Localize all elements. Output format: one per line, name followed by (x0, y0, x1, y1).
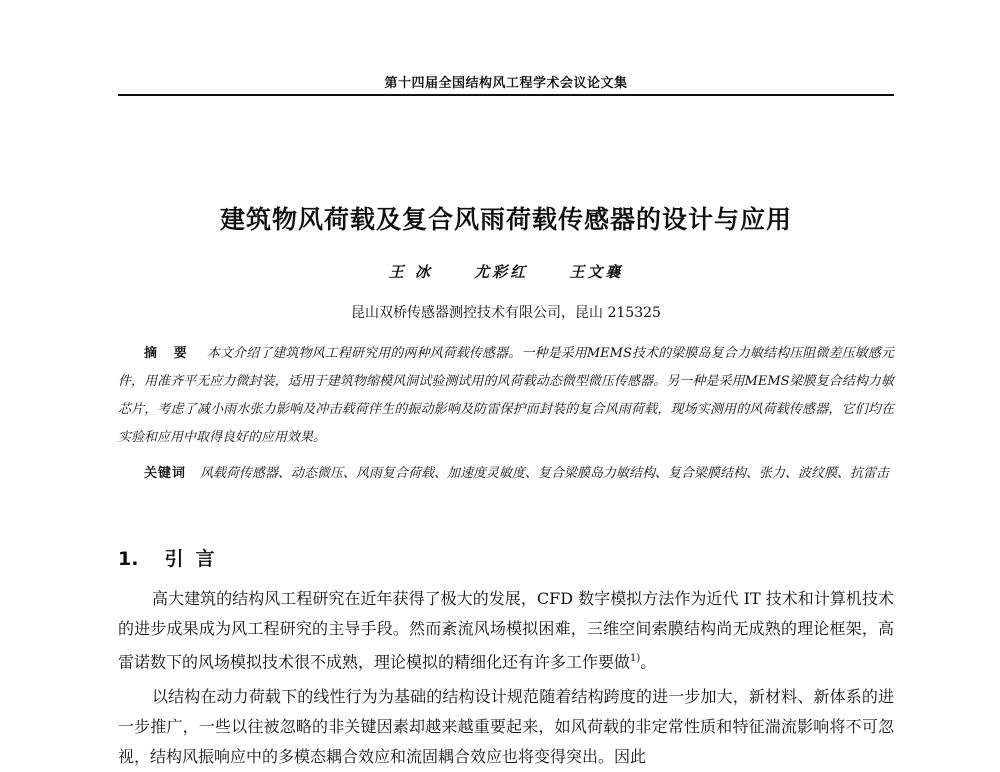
keywords (118, 460, 894, 488)
header-rule (118, 94, 894, 96)
author-1: 王 冰 (388, 263, 433, 281)
author-3: 王文襄 (569, 263, 624, 281)
section-title: 引言 (164, 548, 227, 570)
section-number: 1. (118, 548, 139, 570)
body-paragraph-2: 以结构在动力荷载下的线性行为为基础的结构设计规范随着结构跨度的进一步加大，新材料、新体系的进一步推广，一些以往被忽略的非关键因素却越来越重要起来，如风荷载的非定常性质和特征湍流影响将不可忽视，结构风振响应中的多模态耦合效应和流固耦合效应也将变得突出。因此 (118, 687, 894, 766)
paragraph-1-end: 。 (640, 652, 657, 672)
author-2: 尤彩红 (474, 263, 529, 281)
paper-title: 建筑物风荷载及复合风雨荷载传感器的设计与应用 (219, 205, 792, 234)
section-heading (118, 544, 226, 571)
abstract-text: 本文介绍了建筑物风工程研究用的两种风荷载传感器。一种是采用MEMS技术的梁膜岛复合力敏结构压阻微差压敏感元件，用准齐平无应力微封装，适用于建筑物缩模风洞试验测试用的风荷载动态微型微压传感器。另一种是采用MEMS梁膜复合结构力敏芯片，考虑了减小雨水张力影响及冲击载荷伴生的振动影响及防雷保护而封装的复合风雨荷载，现场实测用的风荷载传感器，它们均在实验和应用中取得良好的应用效果。 (118, 346, 894, 445)
paragraph-1-text: 高大建筑的结构风工程研究在近年获得了极大的发展，CFD 数字模拟方法作为近代 IT 技术和计算机技术的进步成果成为风工程研究的主导手段。然而紊流风场模拟困难，三维空间索膜结构尚无成熟的理论框架，高雷诺数下的风场模拟技术很不成熟，理论模拟的精细化还有许多工作要做 (118, 589, 894, 672)
journal-header: 第十四届全国结构风工程学术会议论文集 (384, 76, 628, 91)
body-paragraph-1 (118, 584, 894, 677)
keywords-label: 关键词 (144, 466, 187, 481)
authors (118, 261, 894, 282)
affiliation: 昆山双桥传感器测控技术有限公司，昆山 215325 (351, 305, 661, 321)
citation-ref: 1) (630, 653, 641, 664)
abstract-label: 摘 要 (144, 346, 193, 361)
keywords-text: 风载荷传感器、动态微压、风雨复合荷载、加速度灵敏度、复合梁膜岛力敏结构、复合梁膜结构、张力、波纹膜、抗雷击 (200, 466, 890, 481)
abstract (118, 340, 894, 452)
